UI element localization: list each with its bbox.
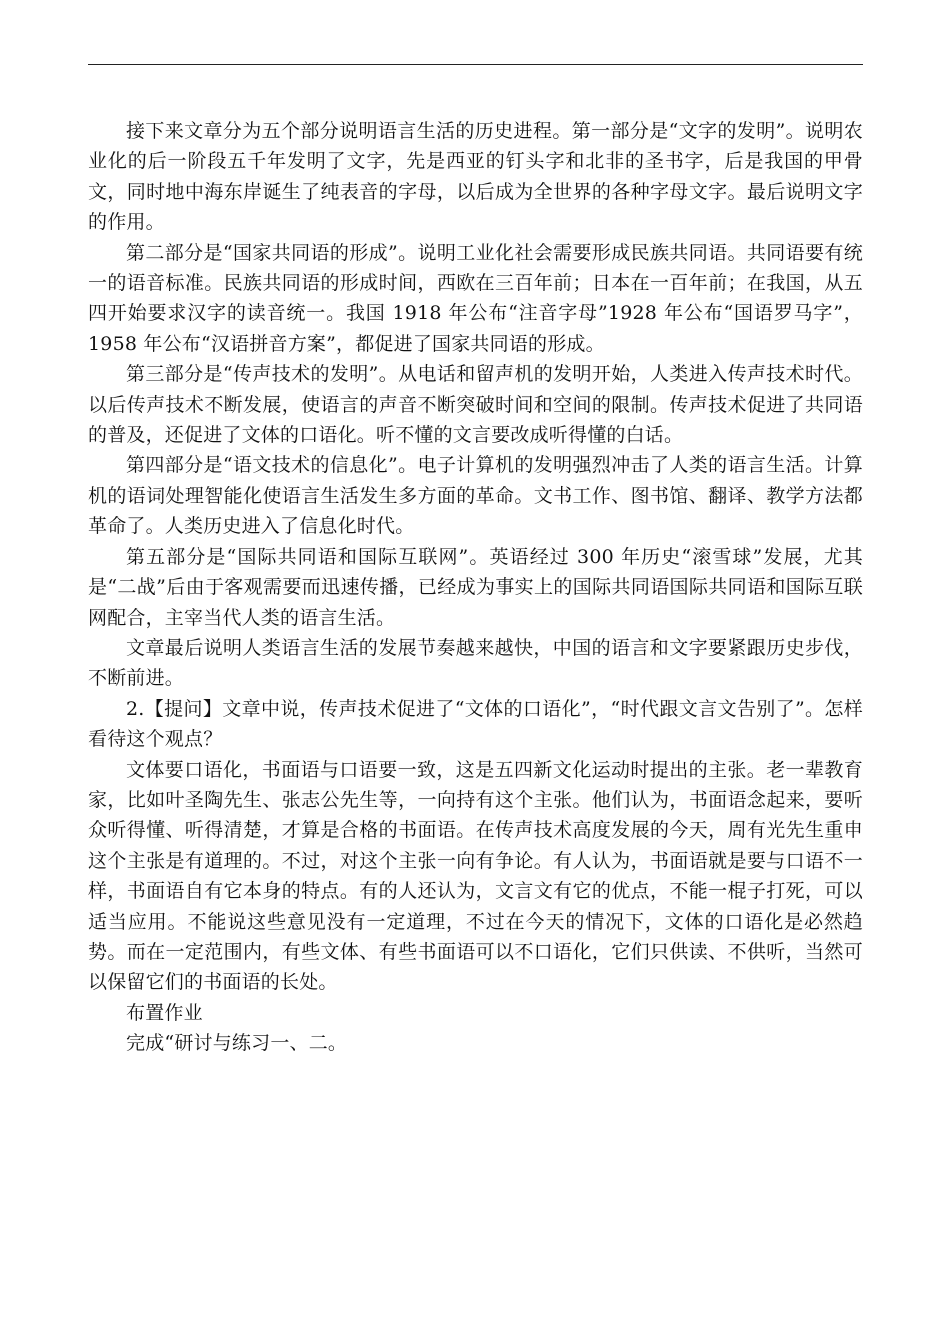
paragraph-part-four: 第四部分是“语文技术的信息化”。电子计算机的发明强烈冲击了人类的语言生活。计算机的语词处理智能化使语言生活发生多方面的革命。文书工作、图书馆、翻译、教学方法都革命了。人类历史进入了信息化时代。 <box>88 454 863 538</box>
paragraph-part-two: 第二部分是“国家共同语的形成”。说明工业化社会需要形成民族共同语。共同语要有统一的语音标准。民族共同语的形成时间，西欧在三百年前；日本在一百年前；在我国，从五四开始要求汉字的读音统一。我国 1918 年公布“注音字母”1928 年公布“国语罗马字”，1958 年公布“汉语拼音方案”，都促进了国家共同语的形成。 <box>88 241 863 355</box>
paragraph-question: 2.【提问】文章中说，传声技术促进了“文体的口语化”，“时代跟文言文告别了”。怎样看待这个观点？ <box>88 697 863 751</box>
paragraph-part-five: 第五部分是“国际共同语和国际互联网”。英语经过 300 年历史“滚雪球”发展，尤其是“二战”后由于客观需要而迅速传播，已经成为事实上的国际共同语国际共同语和国际互联网配合，主宰当代人类的语言生活。 <box>88 545 863 629</box>
paragraph-overview: 接下来文章分为五个部分说明语言生活的历史进程。第一部分是“文字的发明”。说明农业化的后一阶段五千年发明了文字，先是西亚的钉头字和北非的圣书字，后是我国的甲骨文，同时地中海东岸诞生了纯表音的字母，以后成为全世界的各种字母文字。最后说明文字的作用。 <box>88 120 863 234</box>
paragraph-part-three: 第三部分是“传声技术的发明”。从电话和留声机的发明开始，人类进入传声技术时代。以后传声技术不断发展，使语言的声音不断突破时间和空间的限制。传声技术促进了共同语的普及，还促进了文体的口语化。听不懂的文言要改成听得懂的白话。 <box>88 363 863 447</box>
header-rule <box>88 64 863 65</box>
paragraph-answer: 文体要口语化，书面语与口语要一致，这是五四新文化运动时提出的主张。老一辈教育家，比如叶圣陶先生、张志公先生等，一向持有这个主张。他们认为，书面语念起来，要听众听得懂、听得清楚，才算是合格的书面语。在传声技术高度发展的今天，周有光先生重申这个主张是有道理的。不过，对这个主张一向有争论。有人认为，书面语就是要与口语不一样，书面语自有它本身的特点。有的人还认为，文言文有它的优点，不能一棍子打死，可以适当应用。不能说这些意见没有一定道理，不过在今天的情况下，文体的口语化是必然趋势。而在一定范围内，有些文体、有些书面语可以不口语化，它们只供读、不供听，当然可以保留它们的书面语的长处。 <box>88 758 863 994</box>
paragraph-homework-heading: 布置作业 <box>126 1001 203 1024</box>
paragraph-conclusion: 文章最后说明人类语言生活的发展节奏越来越快，中国的语言和文字要紧跟历史步伐，不断前进。 <box>88 636 863 690</box>
paragraph-homework-task: 完成“研讨与练习一、二。 <box>126 1032 348 1055</box>
document-body <box>88 116 863 1059</box>
